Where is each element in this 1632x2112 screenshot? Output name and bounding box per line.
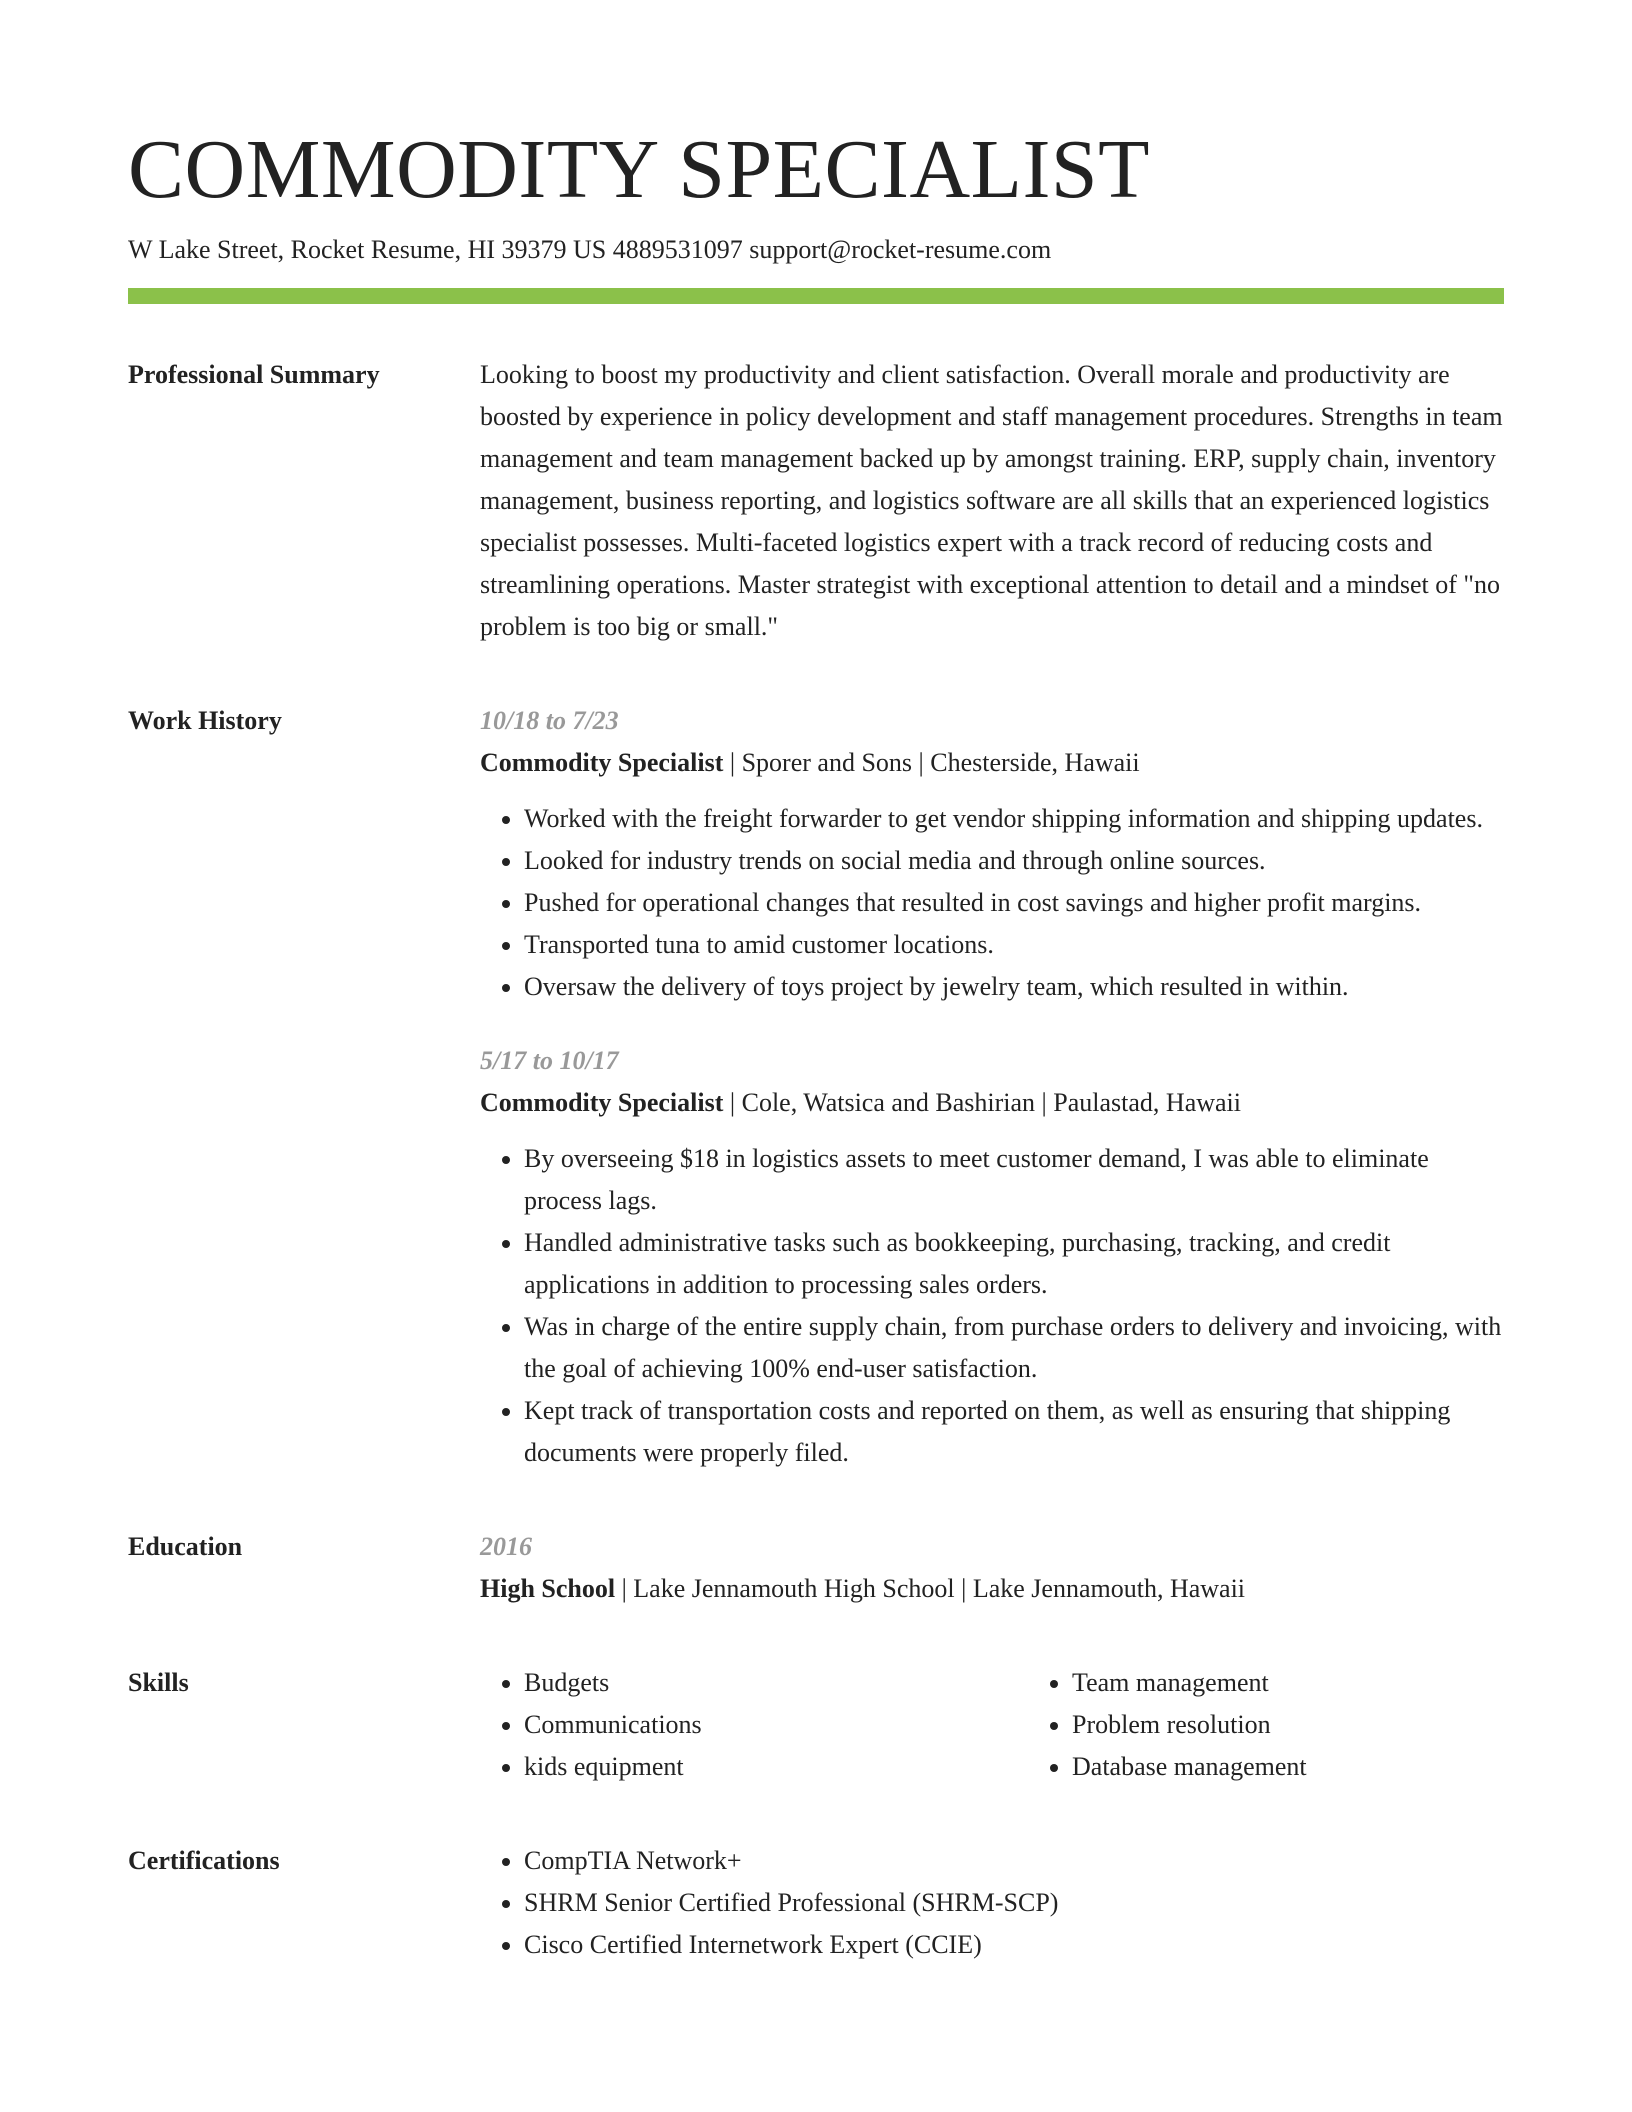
certification-item: • Cisco Certified Internetwork Expert (CCIE): [524, 1924, 1504, 1966]
resume-title: COMMODITY SPECIALIST: [128, 123, 1150, 216]
skills-list-left: [480, 1662, 1028, 1788]
education-line: [480, 1568, 1504, 1610]
skill-item: • Problem resolution: [1072, 1704, 1576, 1746]
job-entry: [480, 1040, 1504, 1474]
work-history-label: Work History: [128, 706, 282, 735]
contact-email: support@rocket-resume.com: [749, 235, 1052, 264]
skills-content: [480, 1662, 1576, 1788]
skills-label: Skills: [128, 1668, 189, 1697]
job-bullet: • By overseeing $18 in logistics assets to meet customer demand, I was able to eliminate process lags.: [524, 1138, 1504, 1222]
certifications-list: [480, 1840, 1504, 1966]
job-bullets: [480, 798, 1504, 1008]
skills-list-right: [1028, 1662, 1576, 1788]
skill-item: • Budgets: [524, 1662, 1028, 1704]
job-role: Commodity Specialist: [480, 1088, 724, 1117]
job-bullet: • Was in charge of the entire supply chain, from purchase orders to delivery and invoicing, with the goal of achieving 100% end-user satisfaction.: [524, 1306, 1504, 1390]
work-history-section: [128, 700, 1504, 1474]
skill-item: • Team management: [1072, 1662, 1576, 1704]
header-divider: [128, 288, 1504, 304]
summary-content: [480, 354, 1504, 648]
education-label: Education: [128, 1532, 243, 1561]
summary-label: Professional Summary: [128, 360, 380, 389]
education-section: [128, 1526, 1504, 1610]
skill-item: • Database management: [1072, 1746, 1576, 1788]
job-bullets: [480, 1138, 1504, 1474]
certifications-section: [128, 1840, 1504, 1966]
job-details: | Sporer and Sons | Chesterside, Hawaii: [723, 748, 1140, 777]
certifications-label: Certifications: [128, 1846, 280, 1875]
summary-text: Looking to boost my productivity and client satisfaction. Overall morale and productivity are boosted by experience in policy development and staff management procedures. Strengths in team management and team management backed up by amongst training. ERP, supply chain, inventory management, business reporting, and logistics software are all skills that an experienced logistics specialist possesses. Multi-faceted logistics expert with a track record of reducing costs and streamlining operations. Master strategist with exceptional attention to detail and a mindset of "no problem is too big or small.": [480, 360, 1503, 641]
certification-item: • SHRM Senior Certified Professional (SHRM-SCP): [524, 1882, 1504, 1924]
job-bullet: • Looked for industry trends on social media and through online sources.: [524, 840, 1504, 882]
job-role-line: [480, 1082, 1504, 1124]
job-role-line: [480, 742, 1504, 784]
summary-section: [128, 354, 1504, 648]
job-bullet: • Transported tuna to amid customer locations.: [524, 924, 1504, 966]
job-bullet: • Kept track of transportation costs and reported on them, as well as ensuring that shipping documents were properly filed.: [524, 1390, 1504, 1474]
job-entry: [480, 700, 1504, 1008]
skill-item: • kids equipment: [524, 1746, 1028, 1788]
education-details: | Lake Jennamouth High School | Lake Jennamouth, Hawaii: [615, 1574, 1246, 1603]
education-date: 2016: [480, 1532, 532, 1561]
job-details: | Cole, Watsica and Bashirian | Paulastad, Hawaii: [723, 1088, 1241, 1117]
contact-phone: 4889531097: [612, 235, 743, 264]
certifications-content: [480, 1840, 1504, 1966]
job-dates: 5/17 to 10/17: [480, 1046, 619, 1075]
job-bullet: • Pushed for operational changes that resulted in cost savings and higher profit margins.: [524, 882, 1504, 924]
job-role: Commodity Specialist: [480, 748, 724, 777]
skill-item: • Communications: [524, 1704, 1028, 1746]
education-content: [480, 1526, 1504, 1610]
job-bullet: • Oversaw the delivery of toys project by jewelry team, which resulted in within.: [524, 966, 1504, 1008]
contact-address: W Lake Street, Rocket Resume, HI 39379 US: [128, 235, 607, 264]
skills-section: [128, 1662, 1504, 1788]
contact-line: [128, 232, 1504, 268]
job-dates: 10/18 to 7/23: [480, 706, 619, 735]
certification-item: • CompTIA Network+: [524, 1840, 1504, 1882]
work-history-content: [480, 700, 1504, 1474]
education-degree: High School: [480, 1574, 616, 1603]
job-bullet: • Handled administrative tasks such as bookkeeping, purchasing, tracking, and credit applications in addition to processing sales orders.: [524, 1222, 1504, 1306]
job-bullet: • Worked with the freight forwarder to get vendor shipping information and shipping updates.: [524, 798, 1504, 840]
resume-page: [128, 120, 1504, 1966]
